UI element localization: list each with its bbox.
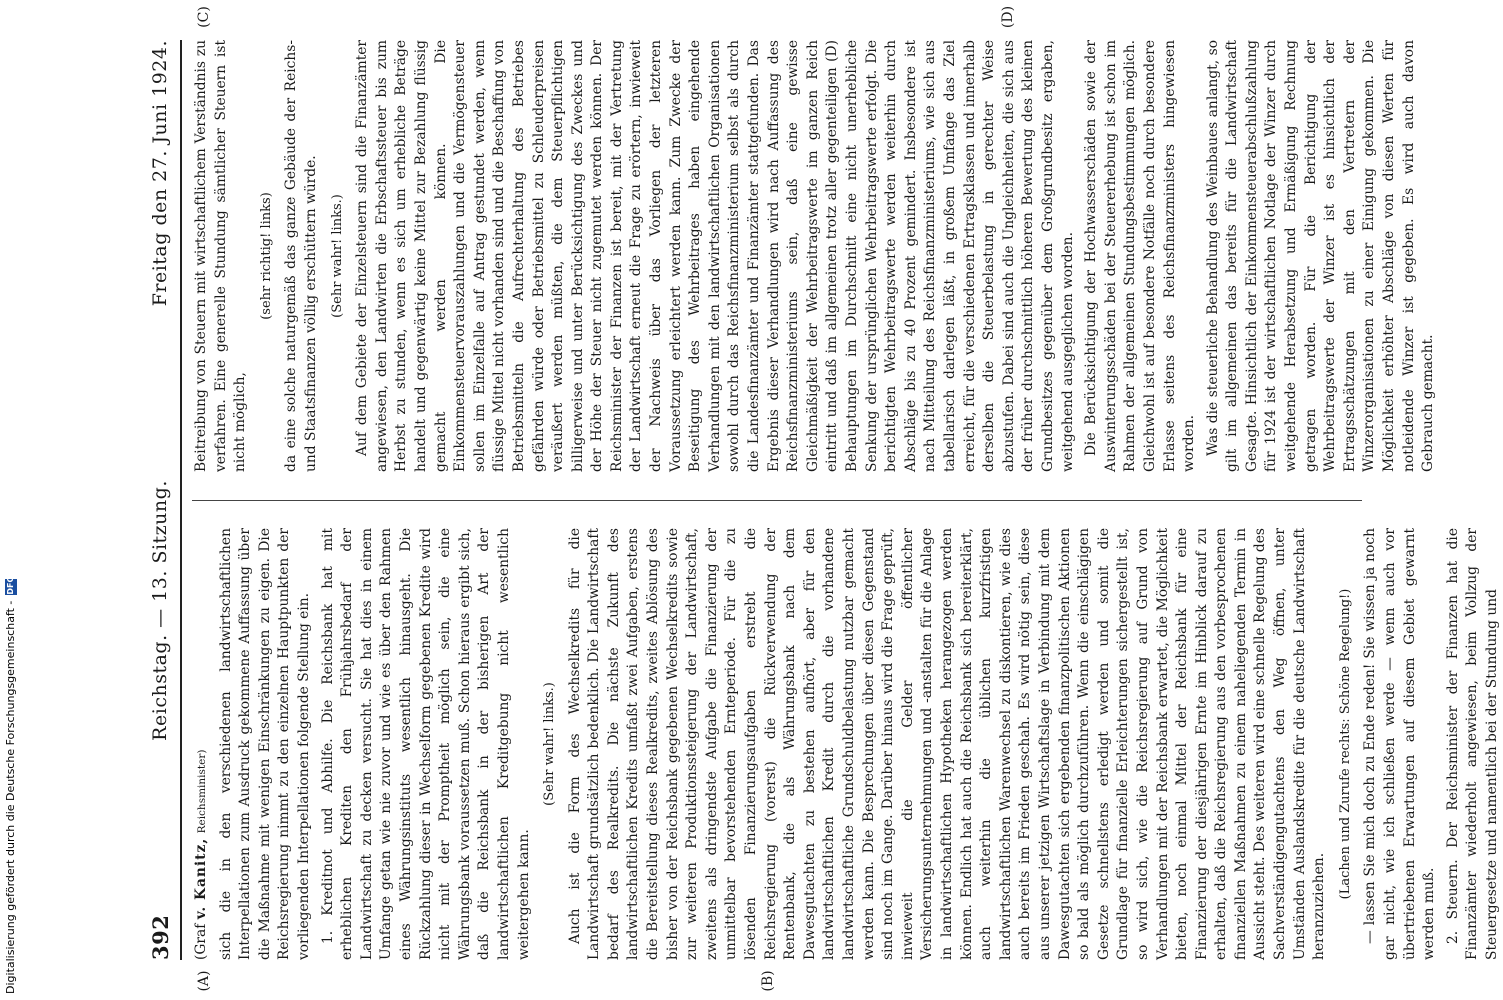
paragraph: da eine solche naturgemäß das ganze Gebäude der Reichs- und Staatsfinanzen völlig erschüttern würde. [283,40,319,472]
right-column [192,40,1437,472]
page-title: Reichstag. — 13. Sitzung. [149,480,171,741]
interjection: (Lachen und Zurufe rechts: Schöne Regelung!) [1337,588,1353,900]
paragraph: sich die in den verschiedenen landwirtschaftlichen Interpellationen zum Ausdruck gekommene Auffassung über die Maßnahme mit wenigen Einschränkungen zu eigen. Die Reichsregierung nimmt zu den einzelnen Hauptpunkten der vorliegenden Interpellationen folgende Stellung ein. [217,528,312,960]
margin-marker-b: (B) [760,970,776,992]
paragraph: Was die steuerliche Behandlung des Weinbaues anlangt, so gilt im allgemeinen das bereits für die Landwirtschaft Gesagte. Hinsichtlich der Einkommensteuerabschlußzahlung für 1924 ist der wirtschaftlichen Notlage der Winzer durch weitgehende Herabsetzung und Ermäßigung Rechnung getragen worden. Für die Berichtigung der Wehrbeitragswerte der Winzer ist es hinsichtlich der Ertragsschätzungen mit den Vertretern der Winzerorganisationen zu einer Einigung gekommen. Die Möglichkeit erhöhter Abschläge von diesen Werten für notleidende Winzer ist gegeben. Es wird auch davon Gebrauch gemacht. [1204,40,1437,472]
credit-text: Digitalisierung gefördert durch die Deutsche Forschungsgemeinschaft - [4,600,17,994]
header-rule [180,40,182,960]
interjection: (sehr richtig! links) [258,192,274,320]
session-date: Freitag den 27. Juni 1924. [149,40,171,307]
paragraph: Auf dem Gebiete der Einzelsteuern sind die Finanzämter angewiesen, den Landwirten die Erbschaftssteuer bis zum Herbst zu stunden, wenn es sich um erhebliche Beträge handelt und gegenwärtig keine Mittel zur Bezahlung flüssig gemacht werden können. Die Einkommensteuervorauszahlungen und die Vermögensteuer sollen im Einzelfalle auf Antrag gestundet werden, wenn flüssige Mittel nicht vorhanden sind und die Beschaffung von Betriebsmitteln die Aufrechterhaltung des Betriebes gefährden würde oder Betriebsmittel zu Schleuderpreisen veräußert werden müßten, die dem Steuerpflichtigen billigerweise und unter Berücksichtigung des Zweckes und der Höhe der Steuer nicht zugemutet werden können. Der Reichsminister der Finanzen ist bereit, mit der Vertretung der Landwirtschaft erneut die Frage zu erörtern, inwieweit der Nachweis über das Vorliegen der letzteren Voraussetzung erleichtert werden kann. Zum Zwecke der Beseitigung des Wehrbeitrages haben eingehende Verhandlungen mit den landwirtschaftlichen Organisationen sowohl durch das Reichsfinanzministerium selbst als durch die Landesfinanzämter und Finanzämter stattgefunden. Das Ergebnis dieser Verhandlungen wird nach Auffassung des Reichsfinanzministeriums sein, daß eine gewisse Gleichmäßigkeit der Wehrbeitragswerte im ganzen Reich eintritt und daß im allgemeinen trotz aller gegenteiligen (D) Behauptungen im Durchschnitt eine nicht unerhebliche Senkung der ursprünglichen Wehrbeitragswerte erfolgt. Die berichtigten Wehrbeitragswerte werden weiterhin durch Abschläge bis zu 40 Prozent gemindert. Insbesondere ist nach Mitteilung des Reichsfinanzministeriums, wie sich aus tabellarisch darlegen läßt, in großem Umfange das Ziel erreicht, für die verschiedenen Ertragsklassen und innerhalb derselben die Steuerbelastung in gerechter Weise abzustufen. Dabei sind auch die Ungleichheiten, die sich aus der früher durchschnittlich höheren Bewertung des kleinen Grundbesitzes gegenüber dem Großgrundbesitz ergaben, weitgehend ausgeglichen worden. [354,40,1076,472]
speaker-role: Reichsminister) [196,749,208,834]
left-column [192,528,1500,960]
margin-marker-d: (D) [1000,5,1016,29]
page-header [142,40,178,960]
paragraph: Auch ist die Form des Wechselkredits für die Landwirtschaft grundsätzlich bedenklich. Die Landwirtschaft bedarf des Realkredits. Die nächste Zukunft des landwirtschaftlichen Kredits umfaßt zwei Aufgaben, erstens die Bereitstellung dieses Realkredits, zweites Ablösung des bisher von der Reichsbank gegebenen Wechselkredits sowie zur weiteren Produktionssteigerung der Landwirtschaft, zweitens als dringendste Aufgabe die Finanzierung der unmittelbar bevorstehenden Ernteperiode. Für die zu lösenden Finanzierungsaufgaben erstrebt die Reichsregierung (vorerst) die Rückverwendung der Rentenbank, die als Währungsbank nach dem Dawesgutachten zu bestehen aufhört, aber für den landwirtschaftlichen Kredit durch die vorhandene landwirtschaftliche Grundschuldbelastung nutzbar gemacht werden kann. Die Besprechungen über diesen Gegenstand sind noch im Gange. Darüber hinaus wird die Frage geprüft, inwieweit die Gelder öffentlicher Versicherungsunternehmungen und -anstalten für die Anlage in landwirtschaftlichen Hypotheken herangezogen werden können. Endlich hat auch die Reichsbank sich bereiterklärt, auch weiterhin die üblichen kurzfristigen landwirtschaftlichen Warenwechsel zu diskontieren, wie dies auch bereits im Frieden geschah. Es wird nötig sein, diese aus unserer jetzigen Wirtschaftslage in Verbindung mit dem Dawesgutachten sich ergebenden finanzpolitischen Aktionen so bald als möglich durchzuführen. Wenn die einschlägigen Gesetze schnellstens erledigt werden und somit die Grundlage für finanzielle Erleichterungen sichergestellt ist, so wird sich, wie die Reichsregierung auf Grund von Verhandlungen mit der Reichsbank erwartet, die Möglichkeit bieten, noch einmal Mittel der Reichsbank für eine Finanzierung der diesjährigen Ernte im Hinblick darauf zu erhalten, daß die Reichsregierung aus den vorbesprochenen finanziellen Maßnahmen zu einem naheliegenden Termin in Aussicht steht. Des weiteren wird eine schnelle Regelung des Sachverständigengutachtens den Weg öffnen, unter Umständen Auslandskredite für die deutsche Landwirtschaft heranzuziehen. [566,528,1328,960]
interjection: (Sehr wahr! links.) [542,682,558,806]
margin-marker-c: (C) [196,6,212,28]
paragraph: Die Berücksichtigung der Hochwasserschäden sowie der Auswinterungsschäden bei der Steuererhebung ist schon im Rahmen der allgemeinen Stundungsbestimmungen möglich. Gleichwohl ist auf besondere Notfälle noch durch besondere Erlasse seitens des Reichsfinanzministers hingewiesen worden. [1083,40,1198,472]
paragraph: — lassen Sie mich doch zu Ende reden! Sie wissen ja noch gar nicht, wie ich schließen werde — wenn auch vor übertriebenen Erwartungen auf diesem Gebiet gewarnt werden muß. [1362,528,1438,960]
speaker-name: v. Kanitz, [193,837,209,920]
dfg-logo: DFG [6,575,15,595]
page-number: 392 [147,914,173,960]
speaker-prefix: (Graf [193,923,209,960]
paragraph: 1. Kreditnot und Abhilfe. Die Reichsbank hat mit erheblichen Krediten den Frühjahrsbedarf der Landwirtschaft zu decken versucht. Sie hat dies in einem Umfange getan wie nie zuvor und wie es über den Rahmen eines Währungsinstituts wesentlich hinausgeht. Die Rückzahlung dieser in Wechselform gegebenen Kredite wird nicht mit der Promptheit möglich sein, die eine Währungsbank voraussetzen muß. Schon hieraus ergibt sich, daß die Reichsbank in der bisherigen Art der landwirtschaftlichen Kreditgebung nicht wesentlich weitergehen kann. [319,528,532,960]
interjection: (Sehr wahr! links.) [329,194,345,318]
margin-marker-a: (A) [196,970,212,992]
paragraph: 2. Steuern. Der Reichsminister der Finanzen hat die Finanzämter wiederholt angewiesen, beim Vollzug der Steuergesetze und namentlich bei der Stundung und [1444,528,1500,960]
speaker-line [192,528,213,960]
digitization-credit [0,0,22,1000]
paragraph: Beitreibung von Steuern mit wirtschaftlichem Verständnis zu verfahren. Eine generelle Stundung sämtlicher Steuern ist nicht möglich, [193,40,249,472]
scanned-page [120,0,1500,1000]
column-divider [192,500,1362,501]
